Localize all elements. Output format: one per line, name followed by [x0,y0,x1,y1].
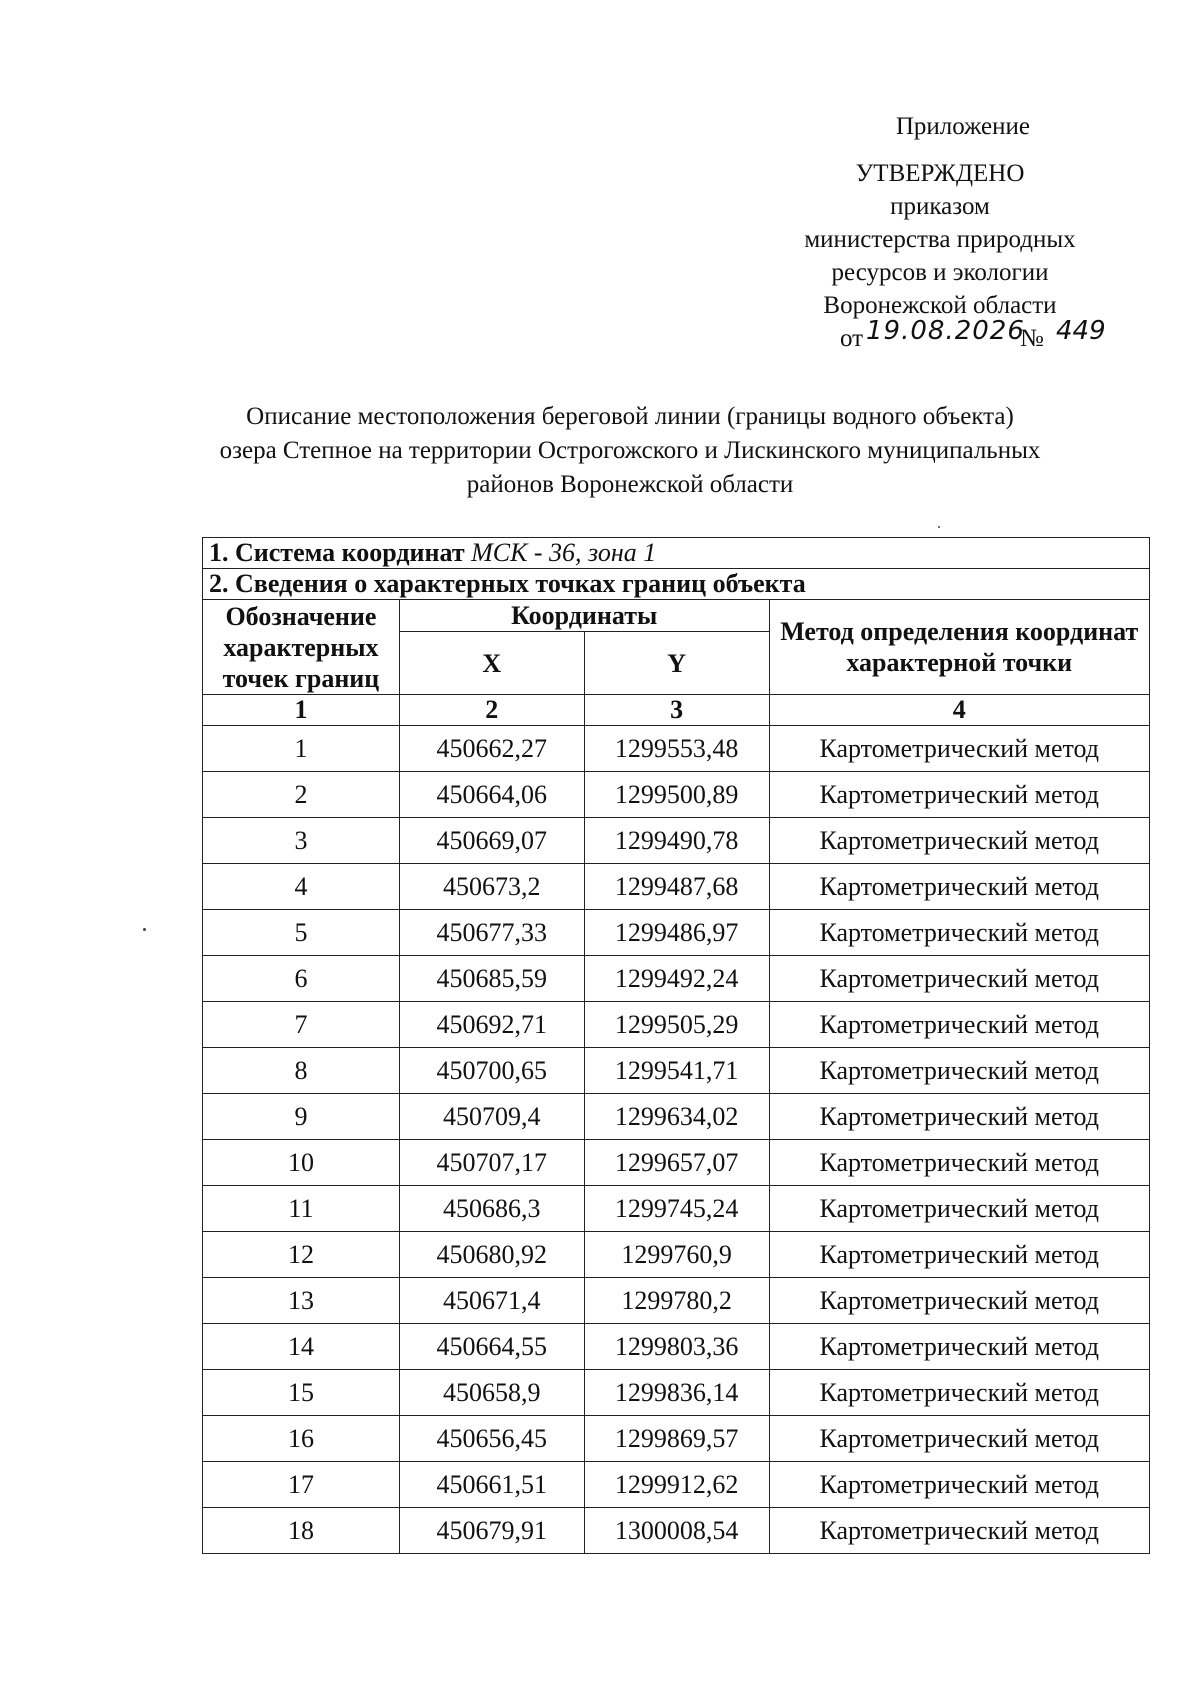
x-cell: 450669,07 [399,818,584,864]
title-line-1: Описание местоположения береговой линии (границы водного объекта) [246,403,1014,430]
handwritten-date: 19.08.2026 [866,316,1025,346]
y-cell: 1299487,68 [584,864,769,910]
table-row [203,1416,1150,1462]
method-cell: Картометрический метод [769,726,1150,772]
table-row [203,1370,1150,1416]
header-method: Метод определения координат характерной точки [769,600,1150,695]
point-cell: 5 [203,910,400,956]
point-cell: 13 [203,1278,400,1324]
table-row [203,726,1150,772]
method-cell: Картометрический метод [769,1048,1150,1094]
scan-speck [143,928,146,931]
point-cell: 6 [203,956,400,1002]
handwritten-number: 449 [1056,316,1106,346]
method-cell: Картометрический метод [769,864,1150,910]
y-cell: 1299803,36 [584,1324,769,1370]
x-cell: 450664,06 [399,772,584,818]
y-cell: 1299634,02 [584,1094,769,1140]
approval-line-1: приказом [890,193,990,220]
table-row [203,1186,1150,1232]
column-number: 2 [399,695,584,726]
approved-label: УТВЕРЖДЕНО [855,160,1025,187]
points-info-label: 2. Сведения о характерных точках границ объекта [203,569,1150,600]
document-title [160,400,1100,502]
method-cell: Картометрический метод [769,1416,1150,1462]
header-coordinates: Координаты [399,600,769,632]
x-cell: 450700,65 [399,1048,584,1094]
table-row [203,1094,1150,1140]
x-cell: 450662,27 [399,726,584,772]
x-cell: 450673,2 [399,864,584,910]
column-number: 3 [584,695,769,726]
x-cell: 450685,59 [399,956,584,1002]
method-cell: Картометрический метод [769,1324,1150,1370]
point-cell: 15 [203,1370,400,1416]
date-prefix: от [840,325,864,352]
table-row [203,772,1150,818]
x-cell: 450686,3 [399,1186,584,1232]
approval-block [780,110,1106,356]
table-row [203,1048,1150,1094]
point-cell: 7 [203,1002,400,1048]
table-row [203,1002,1150,1048]
method-cell: Картометрический метод [769,1278,1150,1324]
point-cell: 18 [203,1508,400,1554]
method-cell: Картометрический метод [769,1370,1150,1416]
point-cell: 9 [203,1094,400,1140]
method-cell: Картометрический метод [769,772,1150,818]
header-row-1 [203,600,1150,632]
scan-speck [938,526,940,528]
point-cell: 4 [203,864,400,910]
y-cell: 1300008,54 [584,1508,769,1554]
table-row [203,1324,1150,1370]
x-cell: 450709,4 [399,1094,584,1140]
x-cell: 450658,9 [399,1370,584,1416]
table-row [203,818,1150,864]
approval-line-3: ресурсов и экологии [831,259,1049,286]
table-row [203,956,1150,1002]
x-cell: 450664,55 [399,1324,584,1370]
table-row [203,910,1150,956]
point-cell: 16 [203,1416,400,1462]
point-cell: 12 [203,1232,400,1278]
appendix-label: Приложение [895,113,1030,140]
method-cell: Картометрический метод [769,956,1150,1002]
coordinates-table [202,537,1150,1554]
coordinate-system-cell [203,538,1150,569]
title-line-3: районов Воронежской области [466,471,794,498]
x-cell: 450661,51 [399,1462,584,1508]
y-cell: 1299500,89 [584,772,769,818]
y-cell: 1299553,48 [584,726,769,772]
table-row [203,1140,1150,1186]
x-cell: 450656,45 [399,1416,584,1462]
y-cell: 1299486,97 [584,910,769,956]
method-cell: Картометрический метод [769,1232,1150,1278]
table-body [203,726,1150,1554]
y-cell: 1299869,57 [584,1416,769,1462]
coordinate-system-label: 1. Система координат [209,538,465,567]
header-y: Y [584,632,769,695]
header-x: X [399,632,584,695]
method-cell: Картометрический метод [769,910,1150,956]
point-cell: 3 [203,818,400,864]
y-cell: 1299760,9 [584,1232,769,1278]
point-cell: 17 [203,1462,400,1508]
coordinate-system-value: МСК - 36, зона 1 [471,538,657,567]
table-row [203,864,1150,910]
order-date-line [780,316,1106,356]
point-cell: 11 [203,1186,400,1232]
point-cell: 2 [203,772,400,818]
point-cell: 10 [203,1140,400,1186]
point-cell: 1 [203,726,400,772]
x-cell: 450707,17 [399,1140,584,1186]
y-cell: 1299541,71 [584,1048,769,1094]
column-number: 1 [203,695,400,726]
x-cell: 450677,33 [399,910,584,956]
y-cell: 1299492,24 [584,956,769,1002]
points-info-row [203,569,1150,600]
method-cell: Картометрический метод [769,818,1150,864]
x-cell: 450671,4 [399,1278,584,1324]
y-cell: 1299657,07 [584,1140,769,1186]
method-cell: Картометрический метод [769,1186,1150,1232]
coordinate-system-row [203,538,1150,569]
method-cell: Картометрический метод [769,1002,1150,1048]
table-row [203,1232,1150,1278]
x-cell: 450692,71 [399,1002,584,1048]
approval-line-2: министерства природных [804,226,1076,253]
y-cell: 1299505,29 [584,1002,769,1048]
title-line-2: озера Степное на территории Острогожского и Лискинского муниципальных [219,437,1041,464]
method-cell: Картометрический метод [769,1094,1150,1140]
method-cell: Картометрический метод [769,1140,1150,1186]
approval-line-4: Воронежской области [823,292,1057,319]
x-cell: 450679,91 [399,1508,584,1554]
table-row [203,1462,1150,1508]
column-number: 4 [769,695,1150,726]
header-designation: Обозначение характерных точек границ [203,600,400,695]
x-cell: 450680,92 [399,1232,584,1278]
table-row [203,1508,1150,1554]
y-cell: 1299490,78 [584,818,769,864]
column-number-row [203,695,1150,726]
point-cell: 14 [203,1324,400,1370]
method-cell: Картометрический метод [769,1462,1150,1508]
y-cell: 1299912,62 [584,1462,769,1508]
point-cell: 8 [203,1048,400,1094]
y-cell: 1299836,14 [584,1370,769,1416]
number-prefix: № [1020,325,1044,352]
method-cell: Картометрический метод [769,1508,1150,1554]
table-row [203,1278,1150,1324]
y-cell: 1299780,2 [584,1278,769,1324]
y-cell: 1299745,24 [584,1186,769,1232]
